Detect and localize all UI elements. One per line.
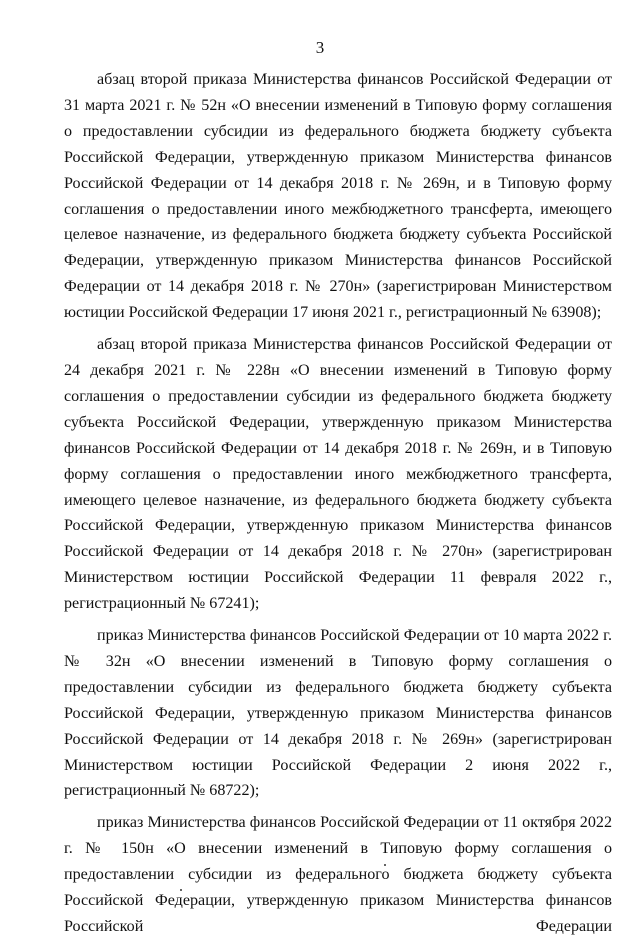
paragraph-order-150n: приказ Министерства финансов Российской Федерации от 11 октября 2022 г. № 150н «О внесении изменений в Типовую форму соглашения о предоставлении субсидии из федерального бюджета бюджету субъекта Российской Федерации, утвержденную приказом Министерства финансов Российской Федерации	[64, 814, 612, 935]
page-number: 3	[315, 38, 325, 57]
paragraph-order-52n: абзац второй приказа Министерства финансов Российской Федерации от 31 марта 2021 г. № 52н «О внесении изменений в Типовую форму соглашения о предоставлении субсидии из федерального бюджета бюджету субъекта Российской Федерации, утвержденную приказом Министерства финансов Российской Федерации от 14 декабря 2018 г. № 269н, и в Типовую форму соглашения о предоставлении иного межбюджетного трансферта, имеющего целевое назначение, из федерального бюджета бюджету субъекта Российской Федерации, утвержденную приказом Министерства финансов Российской Федерации от 14 декабря 2018 г. № 270н» (зарегистрирован Министерством юстиции Российской Федерации 17 июня 2021 г., регистрационный № 63908);	[64, 71, 612, 322]
scan-speck	[384, 864, 386, 866]
paragraph-order-228n: абзац второй приказа Министерства финансов Российской Федерации от 24 декабря 2021 г. № 228н «О внесении изменений в Типовую форму соглашения о предоставлении субсидии из федерального бюджета бюджету субъекта Российской Федерации, утвержденную приказом Министерства финансов Российской Федерации от 14 декабря 2018 г. № 269н, и в Типовую форму соглашения о предоставлении иного межбюджетного трансферта, имеющего целевое назначение, из федерального бюджета бюджету субъекта Российской Федерации, утвержденную приказом Министерства финансов Российской Федерации от 14 декабря 2018 г. № 270н» (зарегистрирован Министерством юстиции Российской Федерации 11 февраля 2022 г., регистрационный № 67241);	[64, 336, 612, 613]
scan-speck	[180, 889, 182, 891]
document-body	[64, 67, 612, 940]
paragraph-order-32n: приказ Министерства финансов Российской Федерации от 10 марта 2022 г. № 32н «О внесении изменений в Типовую форму соглашения о предоставлении субсидии из федерального бюджета бюджету субъекта Российской Федерации, утвержденную приказом Министерства финансов Российской Федерации от 14 декабря 2018 г. № 269н» (зарегистрирован Министерством юстиции Российской Федерации 2 июня 2022 г., регистрационный № 68722);	[64, 627, 612, 800]
